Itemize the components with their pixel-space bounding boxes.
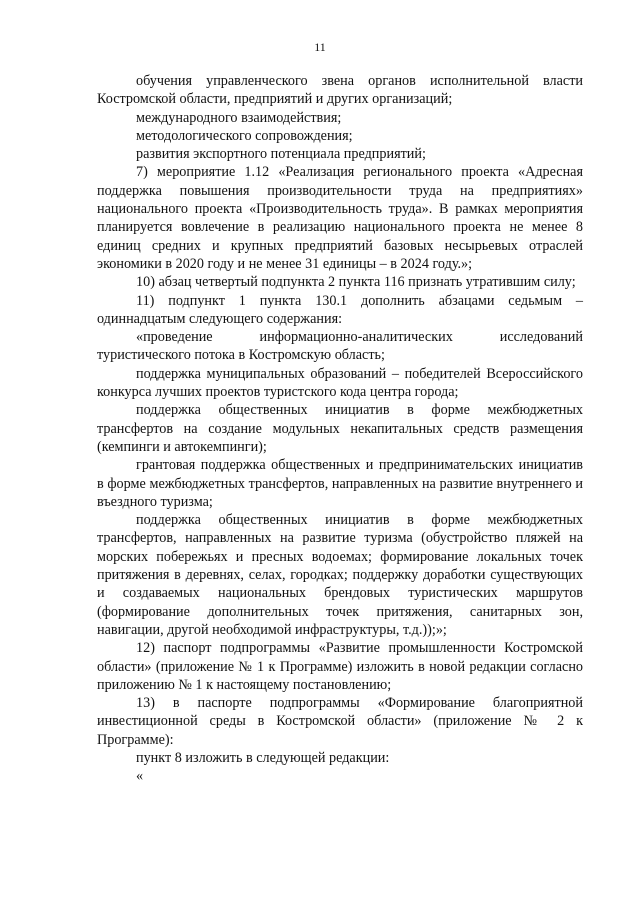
paragraph-8: «проведение информационно-аналитических исследований туристического потока в Костромскую область; bbox=[97, 329, 583, 364]
paragraph-14: 13) в паспорте подпрограммы «Формирование благоприятной инвестиционной среды в Костромской области» (приложение № 2 к Программе): bbox=[97, 695, 583, 748]
paragraph-3: методологического сопровождения; bbox=[136, 127, 353, 144]
paragraph-11: грантовая поддержка общественных и предпринимательских инициатив в форме межбюджетных трансфертов, направленных на развитие внутреннего и въездного туризма; bbox=[97, 457, 583, 510]
paragraph-2: международного взаимодействия; bbox=[136, 109, 342, 126]
paragraph-13: 12) паспорт подпрограммы «Развитие промышленности Костромской области» (приложение № 1 к Программе) изложить в новой редакции согласно приложению № 1 к настоящему постановлению; bbox=[97, 640, 583, 693]
paragraph-6: 10) абзац четвертый подпункта 2 пункта 116 признать утратившим силу; bbox=[136, 274, 576, 291]
paragraph-1: обучения управленческого звена органов исполнительной власти Костромской области, предприятий и других организаций; bbox=[97, 73, 583, 108]
paragraph-15: пункт 8 изложить в следующей редакции: bbox=[136, 749, 390, 766]
paragraph-9: поддержка муниципальных образований – победителей Всероссийского конкурса лучших проектов туристского кода центра города; bbox=[97, 365, 583, 401]
paragraph-10: поддержка общественных инициатив в форме межбюджетных трансфертов на создание модульных некапитальных средств размещения (кемпинги и автокемпинги); bbox=[97, 402, 583, 455]
paragraph-4: развития экспортного потенциала предприятий; bbox=[136, 146, 426, 163]
paragraph-16: « bbox=[136, 768, 144, 785]
paragraph-5: 7) мероприятие 1.12 «Реализация регионального проекта «Адресная поддержка повышения производительности труда на предприятиях» национального проекта «Производительность труда». В рамках мероприятия планируется вовлечение в реализацию национального проекта не менее 8 единиц средних и крупных предприятий базовых несырьевых отраслей экономики в 2020 году и не менее 31 единицы – в 2024 году.»; bbox=[97, 164, 583, 272]
paragraph-7: 11) подпункт 1 пункта 130.1 дополнить абзацами седьмым – одиннадцатым следующего содержания: bbox=[97, 292, 583, 327]
page-number: 11 bbox=[314, 40, 326, 54]
document-body bbox=[97, 72, 583, 786]
paragraph-12: поддержка общественных инициатив в форме межбюджетных трансфертов, направленных на развитие туризма (обустройство пляжей на морских побережьях и пресных водоемах; формирование локальных точек притяжения в деревнях, селах, городках; поддержку доработки существующих и создаваемых национальных брендовых туристических маршрутов (формирование дополнительных точек притяжения, санитарных зон, навигации, другой необходимой инфраструктуры, т.д.));»; bbox=[97, 512, 583, 638]
